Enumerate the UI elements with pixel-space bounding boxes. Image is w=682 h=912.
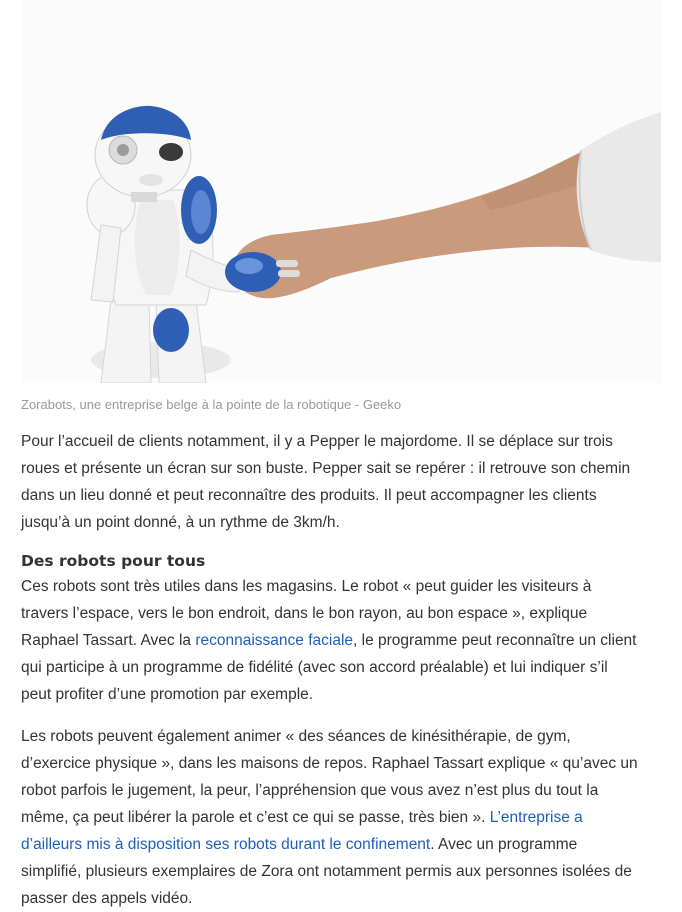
confinement-article-link-part2[interactable]: d’ailleurs mis à disposition ses robots durant le confinement: [21, 836, 431, 853]
text-line: [21, 831, 671, 858]
section-heading: Des robots pour tous: [21, 552, 206, 570]
text-segment: Raphael Tassart. Avec la: [21, 632, 196, 649]
text-line: travers l’espace, vers le bon endroit, dans le bon rayon, au bon espace », explique: [21, 605, 588, 622]
text-line: jusqu’à un point donné, à un rythme de 3km/h.: [21, 514, 340, 531]
text-line: Ces robots sont très utiles dans les magasins. Le robot « peut guider les visiteurs à: [21, 578, 592, 595]
text-line: robot parfois le jugement, la peur, l’appréhension que vous avez n’est plus du tout la: [21, 782, 599, 799]
text-line: Les robots peuvent également animer « des séances de kinésithérapie, de gym,: [21, 728, 571, 745]
text-line: passer des appels vidéo.: [21, 890, 193, 907]
paragraph-care-homes: [21, 723, 671, 912]
facial-recognition-link[interactable]: reconnaissance faciale: [195, 632, 354, 649]
text-line: Pour l’accueil de clients notamment, il y a Pepper le majordome. Il se déplace sur trois: [21, 433, 613, 450]
text-segment: . Avec un programme: [430, 836, 578, 853]
text-line: [21, 804, 671, 831]
text-line: qui participe à un programme de fidélité (avec son accord préalable) et lui indiquer s’il: [21, 659, 608, 676]
article-photo: [21, 0, 661, 383]
confinement-article-link-part1[interactable]: L’entreprise a: [489, 809, 583, 826]
text-line: peut profiter d’une promotion par exemple.: [21, 686, 314, 703]
text-line: d’exercice physique », dans les maisons de repos. Raphael Tassart explique « qu’avec un: [21, 755, 638, 772]
text-line: [21, 627, 671, 654]
text-line: roues et présente un écran sur son buste. Pepper sait se repérer : il retrouve son chemin: [21, 460, 631, 477]
paragraph-stores: [21, 573, 671, 708]
text-line: simplifié, plusieurs exemplaires de Zora ont notamment permis aux personnes isolées de: [21, 863, 632, 880]
text-segment: , le programme peut reconnaître un client: [353, 632, 637, 649]
robot-handshake-illustration: [21, 0, 661, 383]
photo-caption: Zorabots, une entreprise belge à la pointe de la robotique - Geeko: [21, 397, 402, 412]
text-line: dans un lieu donné et peut reconnaître des produits. Il peut accompagner les clients: [21, 487, 597, 504]
text-segment: même, ça peut libérer la parole et c’est ce qui se passe, très bien ».: [21, 809, 490, 826]
paragraph-pepper: [21, 428, 671, 536]
